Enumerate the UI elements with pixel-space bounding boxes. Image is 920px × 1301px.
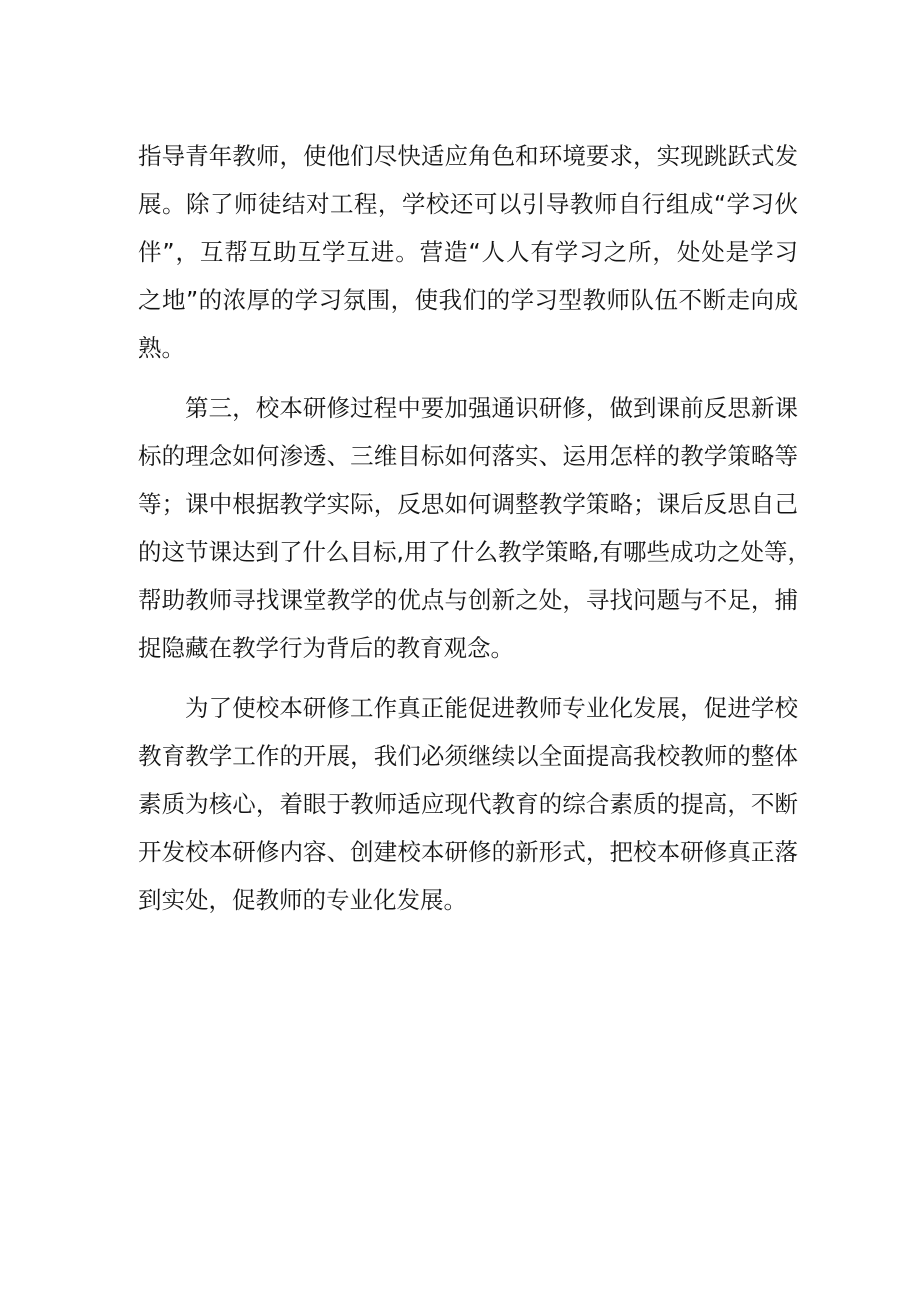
text-line: 展。除了师徒结对工程，学校还可以引导教师自行组成“学习伙 [138,190,798,218]
text-line: 的这节课达到了什么目标,用了什么教学策略,有哪些成功之处等， [138,538,811,566]
text-line: 为了使校本研修工作真正能促进教师专业化发展，促进学校 [185,694,798,722]
text-line: 开发校本研修内容、创建校本研修的新形式，把校本研修真正落 [138,838,798,866]
text-line: 等；课中根据教学实际，反思如何调整教学策略；课后反思自己 [138,490,798,518]
document-body [138,132,811,924]
text-line: 到实处，促教师的专业化发展。 [138,886,467,914]
text-line: 第三，校本研修过程中要加强通识研修，做到课前反思新课 [185,394,798,422]
paragraph-2 [138,384,811,672]
text-line: 标的理念如何渗透、三维目标如何落实、运用怎样的教学策略等 [138,442,798,470]
paragraph-1 [138,132,798,372]
text-line: 帮助教师寻找课堂教学的优点与创新之处，寻找问题与不足，捕 [138,586,798,614]
text-line: 之地”的浓厚的学习氛围，使我们的学习型教师队伍不断走向成 [138,286,798,314]
text-line: 素质为核心，着眼于教师适应现代教育的综合素质的提高，不断 [138,790,798,818]
text-line: 伴”，互帮互助互学互进。营造“人人有学习之所，处处是学习 [138,238,798,266]
text-line: 捉隐藏在教学行为背后的教育观念。 [138,634,514,662]
text-line: 熟。 [138,334,185,362]
text-line: 指导青年教师，使他们尽快适应角色和环境要求，实现跳跃式发 [138,142,798,170]
text-line: 教育教学工作的开展，我们必须继续以全面提高我校教师的整体 [138,742,798,770]
paragraph-3 [138,684,798,924]
